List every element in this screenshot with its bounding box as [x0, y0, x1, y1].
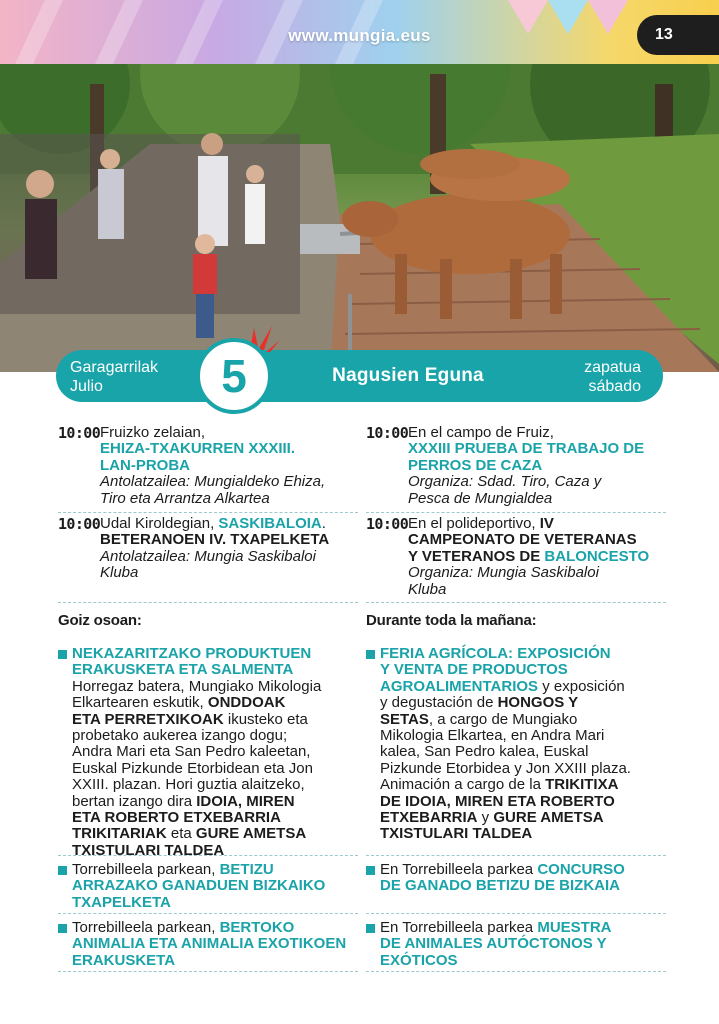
highlight-run: AGROALIMENTARIOS	[380, 677, 539, 695]
bold-run: GURE AMETSA	[493, 809, 604, 827]
text-run: y exposición	[538, 677, 625, 695]
event-body	[408, 425, 666, 508]
bullet-square-icon	[366, 924, 380, 933]
item-text-line	[72, 712, 358, 728]
item-text-line: Pizkunde Etorbidea y Jon XXIII plaza.	[380, 759, 631, 777]
text-run: , a cargo de Mungiako	[428, 710, 578, 728]
item-title-line: TXAPELKETA	[72, 893, 171, 911]
event-body	[100, 516, 358, 598]
event-body	[408, 516, 666, 598]
item-text-line	[72, 695, 358, 711]
page-number: 13	[637, 15, 719, 55]
item-text-line	[72, 862, 358, 878]
item-text-line: Mikologia Elkartea, en Andra Mari	[380, 727, 605, 745]
event-place: En el polideportivo,	[408, 515, 540, 532]
text-run: Torrebilleela parkean,	[72, 919, 220, 936]
list-item-agri-fair	[366, 643, 666, 856]
event-place-line	[100, 516, 358, 532]
event-basketball	[58, 513, 358, 603]
item-text-line: XXIII. plazan. Hori guztia alaitzeko,	[72, 776, 305, 794]
event-place: En el campo de Fruiz,	[408, 424, 554, 441]
bold-run: Y VETERANOS DE	[408, 547, 545, 565]
event-highlight: BALONCESTO	[544, 547, 650, 565]
item-text-line: Horregaz batera, Mungiako Mikologia	[72, 677, 322, 695]
item-text-line: kalea, San Pedro kalea, Euskal	[380, 743, 589, 761]
event-organizer: Organiza: Mungia Saskibaloi	[408, 564, 599, 582]
item-text-line	[380, 679, 666, 695]
bold-run: IV	[539, 515, 554, 532]
item-title-line: DE ANIMALES AUTÓCTONOS Y	[380, 935, 607, 953]
event-time: 10:00	[58, 515, 101, 533]
column-spanish	[366, 420, 666, 972]
text-run: eta	[166, 825, 196, 843]
text-run: En Torrebilleela parkea	[380, 919, 538, 936]
bullet-square-icon	[58, 924, 72, 933]
item-title-line: EXÓTICOS	[380, 951, 458, 969]
bullet-square-icon	[58, 650, 72, 659]
item-title-line: Y VENTA DE PRODUCTOS	[380, 661, 568, 679]
list-item-betizu-contest	[366, 856, 666, 914]
item-text-line: TXISTULARI TALDEA	[380, 825, 533, 843]
item-text-line: DE IDOIA, MIREN ETA ROBERTO	[380, 792, 615, 810]
bold-run: SETAS	[380, 710, 429, 728]
highlight-run: CONCURSO	[537, 861, 625, 878]
bold-run: TRIKITARIAK	[72, 825, 167, 843]
highlight-run: BERTOKO	[219, 919, 295, 936]
list-item-betizu-championship	[58, 856, 358, 914]
list-item-text	[380, 920, 666, 971]
item-text-line	[380, 920, 666, 936]
event-title-line: LAN-PROBA	[100, 456, 190, 474]
item-title-line: ANIMALIA ETA ANIMALIA EXOTIKOEN	[72, 935, 347, 953]
event-title-line	[408, 549, 666, 565]
event-organizer: Tiro eta Arrantza Alkartea	[100, 489, 270, 507]
event-basketball	[366, 513, 666, 603]
item-text-line: Euskal Pizkunde Etorbidean eta Jon	[72, 759, 313, 777]
event-title-line: CAMPEONATO DE VETERANAS	[408, 531, 637, 549]
text-run: Torrebilleela parkean,	[72, 861, 220, 878]
weekday-spanish: sábado	[588, 378, 641, 395]
event-time: 10:00	[58, 424, 101, 442]
item-title-line: ERAKUSKETA ETA SALMENTA	[72, 661, 294, 679]
event-place: Fruizko zelaian,	[100, 424, 206, 441]
item-title-line: DE GANADO BETIZU DE BIZKAIA	[380, 877, 620, 895]
text-run: Animación a cargo de la	[380, 776, 546, 794]
event-day-title: Nagusien Eguna	[332, 365, 484, 386]
bold-run: ONDDOAK	[207, 694, 286, 712]
text-run: ikusteko eta	[223, 710, 308, 728]
month-basque: Garagarrilak	[70, 359, 159, 376]
item-text-line	[72, 826, 358, 842]
event-highlight: SASKIBALOIA	[218, 515, 322, 532]
month-spanish: Julio	[70, 378, 103, 395]
event-title-line: PERROS DE CAZA	[408, 456, 543, 474]
punctuation: .	[321, 515, 326, 532]
text-run: y	[477, 809, 494, 827]
list-item-text	[380, 646, 666, 855]
event-organizer: Organiza: Sdad. Tiro, Caza y	[408, 473, 602, 491]
top-banner	[0, 0, 719, 64]
list-item-animal-showcase	[366, 914, 666, 972]
highlight-run: MUESTRA	[537, 919, 612, 936]
list-item-text	[72, 920, 358, 971]
item-title-line: ARRAZAKO GANADUEN BIZKAIKO	[72, 877, 326, 895]
event-organizer: Antolatzailea: Mungialdeko Ehiza,	[100, 473, 326, 491]
date-band	[56, 350, 663, 402]
event-title-line: BETERANOEN IV. TXAPELKETA	[100, 531, 330, 549]
bold-run: GURE AMETSA	[195, 825, 307, 843]
event-time: 10:00	[366, 515, 409, 533]
event-organizer: Kluba	[408, 580, 447, 598]
bullet-square-icon	[366, 866, 380, 875]
item-title-line: ERAKUSKETA	[72, 951, 176, 969]
event-place: Udal Kiroldegian,	[100, 515, 219, 532]
text-run: y degustación de	[380, 694, 498, 712]
item-text-line	[380, 712, 666, 728]
event-body	[100, 425, 358, 508]
section-heading: Goiz osoan:	[58, 612, 142, 629]
item-text-line	[72, 794, 358, 810]
weekday-labels	[584, 358, 641, 396]
month-labels	[70, 358, 158, 396]
item-text-line	[380, 862, 666, 878]
event-time: 10:00	[366, 424, 409, 442]
list-item-text	[72, 862, 358, 913]
event-organizer: Pesca de Mungialdea	[408, 489, 553, 507]
event-title-line: EHIZA-TXAKURREN XXXIII.	[100, 440, 296, 458]
bullet-square-icon	[58, 866, 72, 875]
list-item-text	[72, 645, 358, 859]
day-number-badge: 5	[196, 338, 272, 414]
item-title-line: NEKAZARITZAKO PRODUKTUEN	[72, 645, 312, 662]
item-text-line: Andra Mari eta San Pedro kaleetan,	[72, 743, 311, 761]
item-title-line: FERIA AGRÍCOLA: EXPOSICIÓN	[380, 645, 611, 662]
bold-run: ETXEBARRIA	[380, 809, 478, 827]
event-title-line: XXXIII PRUEBA DE TRABAJO DE	[408, 440, 645, 458]
bold-run: TRIKITIXA	[545, 776, 619, 794]
item-text-line: ETA ROBERTO ETXEBARRIA	[72, 809, 281, 827]
text-run: bertan izango dira	[72, 792, 197, 810]
event-organizer: Kluba	[100, 564, 139, 582]
list-item-agri-fair	[58, 643, 358, 859]
bold-run: HONGOS Y	[497, 694, 579, 712]
highlight-run: BETIZU	[219, 861, 274, 878]
section-heading: Durante toda la mañana:	[366, 612, 537, 629]
photo-illustration	[0, 64, 719, 372]
event-dog-trial	[58, 420, 358, 513]
list-item-animal-exhibition	[58, 914, 358, 972]
item-text-line	[72, 920, 358, 936]
bold-run: IDOIA, MIREN	[196, 792, 295, 810]
event-organizer: Antolatzailea: Mungia Saskibaloi	[100, 547, 316, 565]
livestock-fair-photo	[0, 64, 719, 372]
text-run: Elkartearen eskutik,	[72, 694, 208, 712]
item-text-line	[380, 777, 666, 793]
item-text-line: TXISTULARI TALDEA	[72, 841, 225, 859]
column-basque	[58, 420, 358, 972]
weekday-basque: zapatua	[584, 359, 641, 376]
item-text-line	[380, 810, 666, 826]
text-run: En Torrebilleela parkea	[380, 861, 538, 878]
bullet-square-icon	[366, 650, 380, 659]
site-url: www.mungia.eus	[288, 26, 431, 45]
list-item-text	[380, 862, 666, 913]
bold-run: ETA PERRETXIKOAK	[72, 710, 224, 728]
event-place-line	[408, 516, 666, 532]
event-dog-trial	[366, 420, 666, 513]
item-text-line	[380, 695, 666, 711]
item-text-line: probetako aukerea izango dogu;	[72, 727, 288, 745]
